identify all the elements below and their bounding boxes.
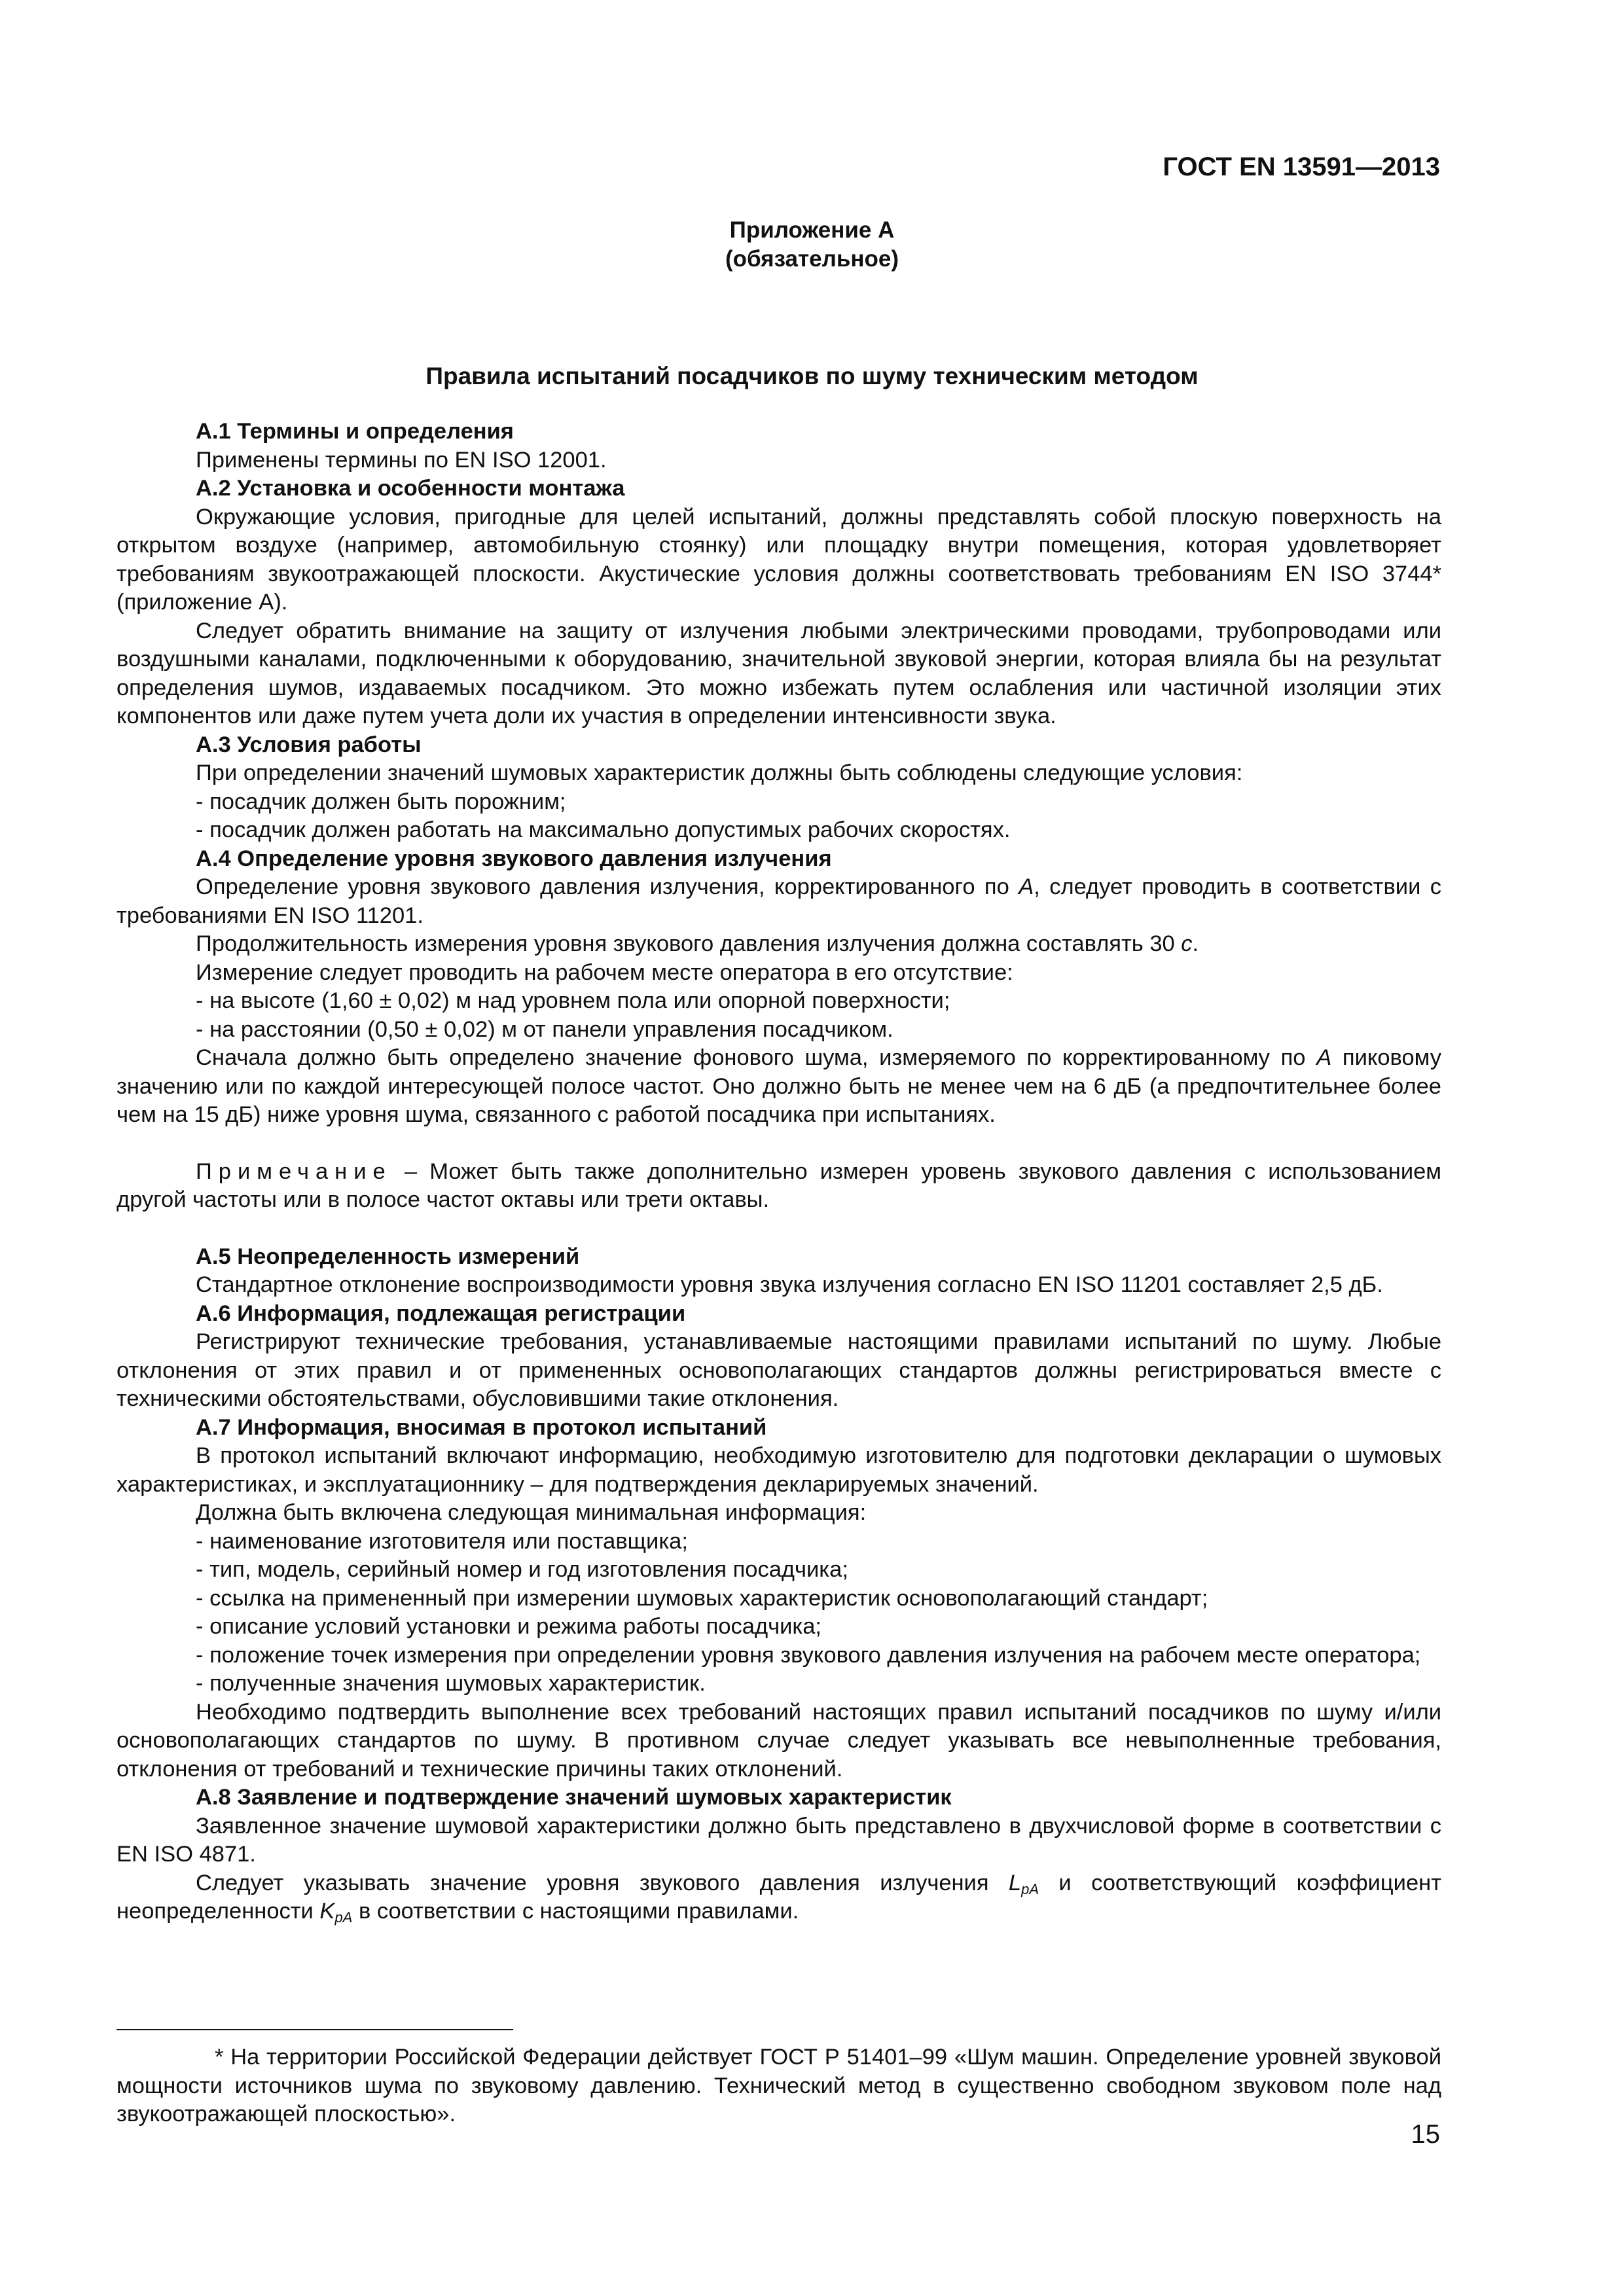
document-body <box>117 418 1441 1926</box>
section-a3-heading: А.3 Условия работы <box>196 732 422 757</box>
section-a2-heading: А.2 Установка и особенности монтажа <box>196 476 625 501</box>
symbol-lpa: $L_{pA}$ <box>1008 1870 1039 1897</box>
section-a3-item-1: - посадчик должен быть порожним; <box>196 789 566 814</box>
section-a8-para-1: Заявленное значение шумовой характеристики должно быть представлено в двухчисловой форме в соответствии с EN ISO 4871. <box>117 1813 1441 1867</box>
section-a1-text: Применены термины по EN ISO 12001. <box>196 447 607 473</box>
section-a5-text: Стандартное отклонение воспроизводимости уровня звука излучения согласно EN ISO 11201 составляет 2,5 дБ. <box>196 1272 1383 1297</box>
list-item: - тип, модель, серийный номер и год изготовления посадчика; <box>196 1557 848 1582</box>
section-a3-para-1: При определении значений шумовых характеристик должны быть соблюдены следующие условия: <box>196 761 1243 785</box>
list-item: - положение точек измерения при определении уровня звукового давления излучения на рабочем месте оператора; <box>196 1642 1421 1668</box>
section-a4-note: Примечание – Может быть также дополнительно измерен уровень звукового давления с использованием другой частоты или в полосе частот октавы или трети октавы. <box>117 1158 1441 1212</box>
section-a4-item-2: - на расстоянии (0,50 ± 0,02) м от панели управления посадчиком. <box>196 1016 893 1042</box>
list-item: - описание условий установки и режима работы посадчика; <box>196 1614 821 1639</box>
section-a7-para-3: Необходимо подтвердить выполнение всех требований настоящих правил испытаний посадчиков по шуму и/или основополагающих стандартов по шуму. В противном случае следует указывать все невыполненные требования, отклонения от требований и технические причины таких отклонений. <box>117 1699 1441 1782</box>
section-a7-para-1: В протокол испытаний включают информацию, необходимую изготовителю для подготовки декларации о шумовых характеристиках, и эксплуатационнику – для подтверждения декларируемых значений. <box>117 1443 1441 1497</box>
section-a7-para-2: Должна быть включена следующая минимальная информация: <box>196 1500 867 1525</box>
annex-heading <box>0 216 1624 274</box>
list-item: - полученные значения шумовых характеристик. <box>196 1671 706 1696</box>
section-a7-heading: А.7 Информация, вносимая в протокол испытаний <box>196 1414 767 1440</box>
annex-main-title: Правила испытаний посадчиков по шуму техническим методом <box>425 363 1199 389</box>
list-item: - наименование изготовителя или поставщика; <box>196 1528 688 1554</box>
footnote <box>117 2043 1441 2129</box>
footnote-text: * На территории Российской Федерации действует ГОСТ Р 51401–99 «Шум машин. Определение уровней звуковой мощности источников шума по звуковому давлению. Технический метод в существенно свободном звуковом поле над звукоотражающей плоскостью». <box>117 2045 1441 2126</box>
note-label: Примечание <box>196 1158 392 1184</box>
section-a6-heading: А.6 Информация, подлежащая регистрации <box>196 1300 686 1326</box>
section-a4-heading: А.4 Определение уровня звукового давления излучения <box>196 846 832 871</box>
symbol-kpa: $K_{pA}$ <box>319 1899 353 1926</box>
section-a2-para-2: Следует обратить внимание на защиту от излучения любыми электрическими проводами, трубопроводами или воздушными каналами, подключенными к оборудованию, значительной звуковой энергии, которая влияла бы на результат определения шумов, издаваемых посадчиком. Это можно избежать путем ослабления или частичной изоляции этих компонентов или даже путем учета доли их участия в определении интенсивности звука. <box>117 618 1441 728</box>
footnote-separator <box>117 2029 513 2030</box>
section-a8-para-2: Следует указывать значение уровня звукового давления излучения $L_{pA}$ и соответствующий коэффициент неопределенности $K_{pA}$ в соответствии с настоящими правилами. <box>117 1870 1441 1926</box>
section-a5-heading: А.5 Неопределенность измерений <box>196 1244 580 1269</box>
annex-title: Приложение А <box>729 217 895 243</box>
section-a3-item-2: - посадчик должен работать на максимально допустимых рабочих скоростях. <box>196 817 1011 842</box>
annex-status: (обязательное) <box>725 246 899 272</box>
page-number: 15 <box>1411 2120 1440 2149</box>
section-a4-item-1: - на высоте (1,60 ± 0,02) м над уровнем пола или опорной поверхности; <box>196 988 950 1013</box>
section-a6-text: Регистрируют технические требования, устанавливаемые настоящими правилами испытаний по шуму. Любые отклонения от этих правил и от примененных основополагающих стандартов должны регистрироваться вместе с техническими обстоятельствами, обусловившими такие отклонения. <box>117 1329 1441 1411</box>
section-a8-heading: А.8 Заявление и подтверждение значений шумовых характеристик <box>196 1785 952 1810</box>
section-a1-heading: А.1 Термины и определения <box>196 419 514 444</box>
section-a4-para-1: Определение уровня звукового давления излучения, корректированного по А, следует проводить в соответствии с требованиями EN ISO 11201. <box>117 874 1442 928</box>
list-item: - ссылка на примененный при измерении шумовых характеристик основополагающий стандарт; <box>196 1585 1208 1611</box>
section-a2-para-1: Окружающие условия, пригодные для целей испытаний, должны представлять собой плоскую поверхность на открытом воздухе (например, автомобильную стоянку) или площадку внутри помещения, которая удовлетворяет требованиям звукоотражающей плоскости. Акустические условия должны соответствовать требованиям EN ISO 3744* (приложение А). <box>117 504 1441 615</box>
section-a4-para-2: Продолжительность измерения уровня звукового давления излучения должна составлять 30 с. <box>196 931 1199 956</box>
section-a4-para-3: Измерение следует проводить на рабочем месте оператора в его отсутствие: <box>196 960 1013 985</box>
standard-designation: ГОСТ EN 13591—2013 <box>1163 152 1440 181</box>
section-a4-para-4: Сначала должно быть определено значение фонового шума, измеряемого по корректированному по А пиковому значению или по каждой интересующей полосе частот. Оно должно быть не менее чем на 6 дБ (а предпочтительнее более чем на 15 дБ) ниже уровня шума, связанного с работой посадчика при испытаниях. <box>117 1045 1441 1127</box>
